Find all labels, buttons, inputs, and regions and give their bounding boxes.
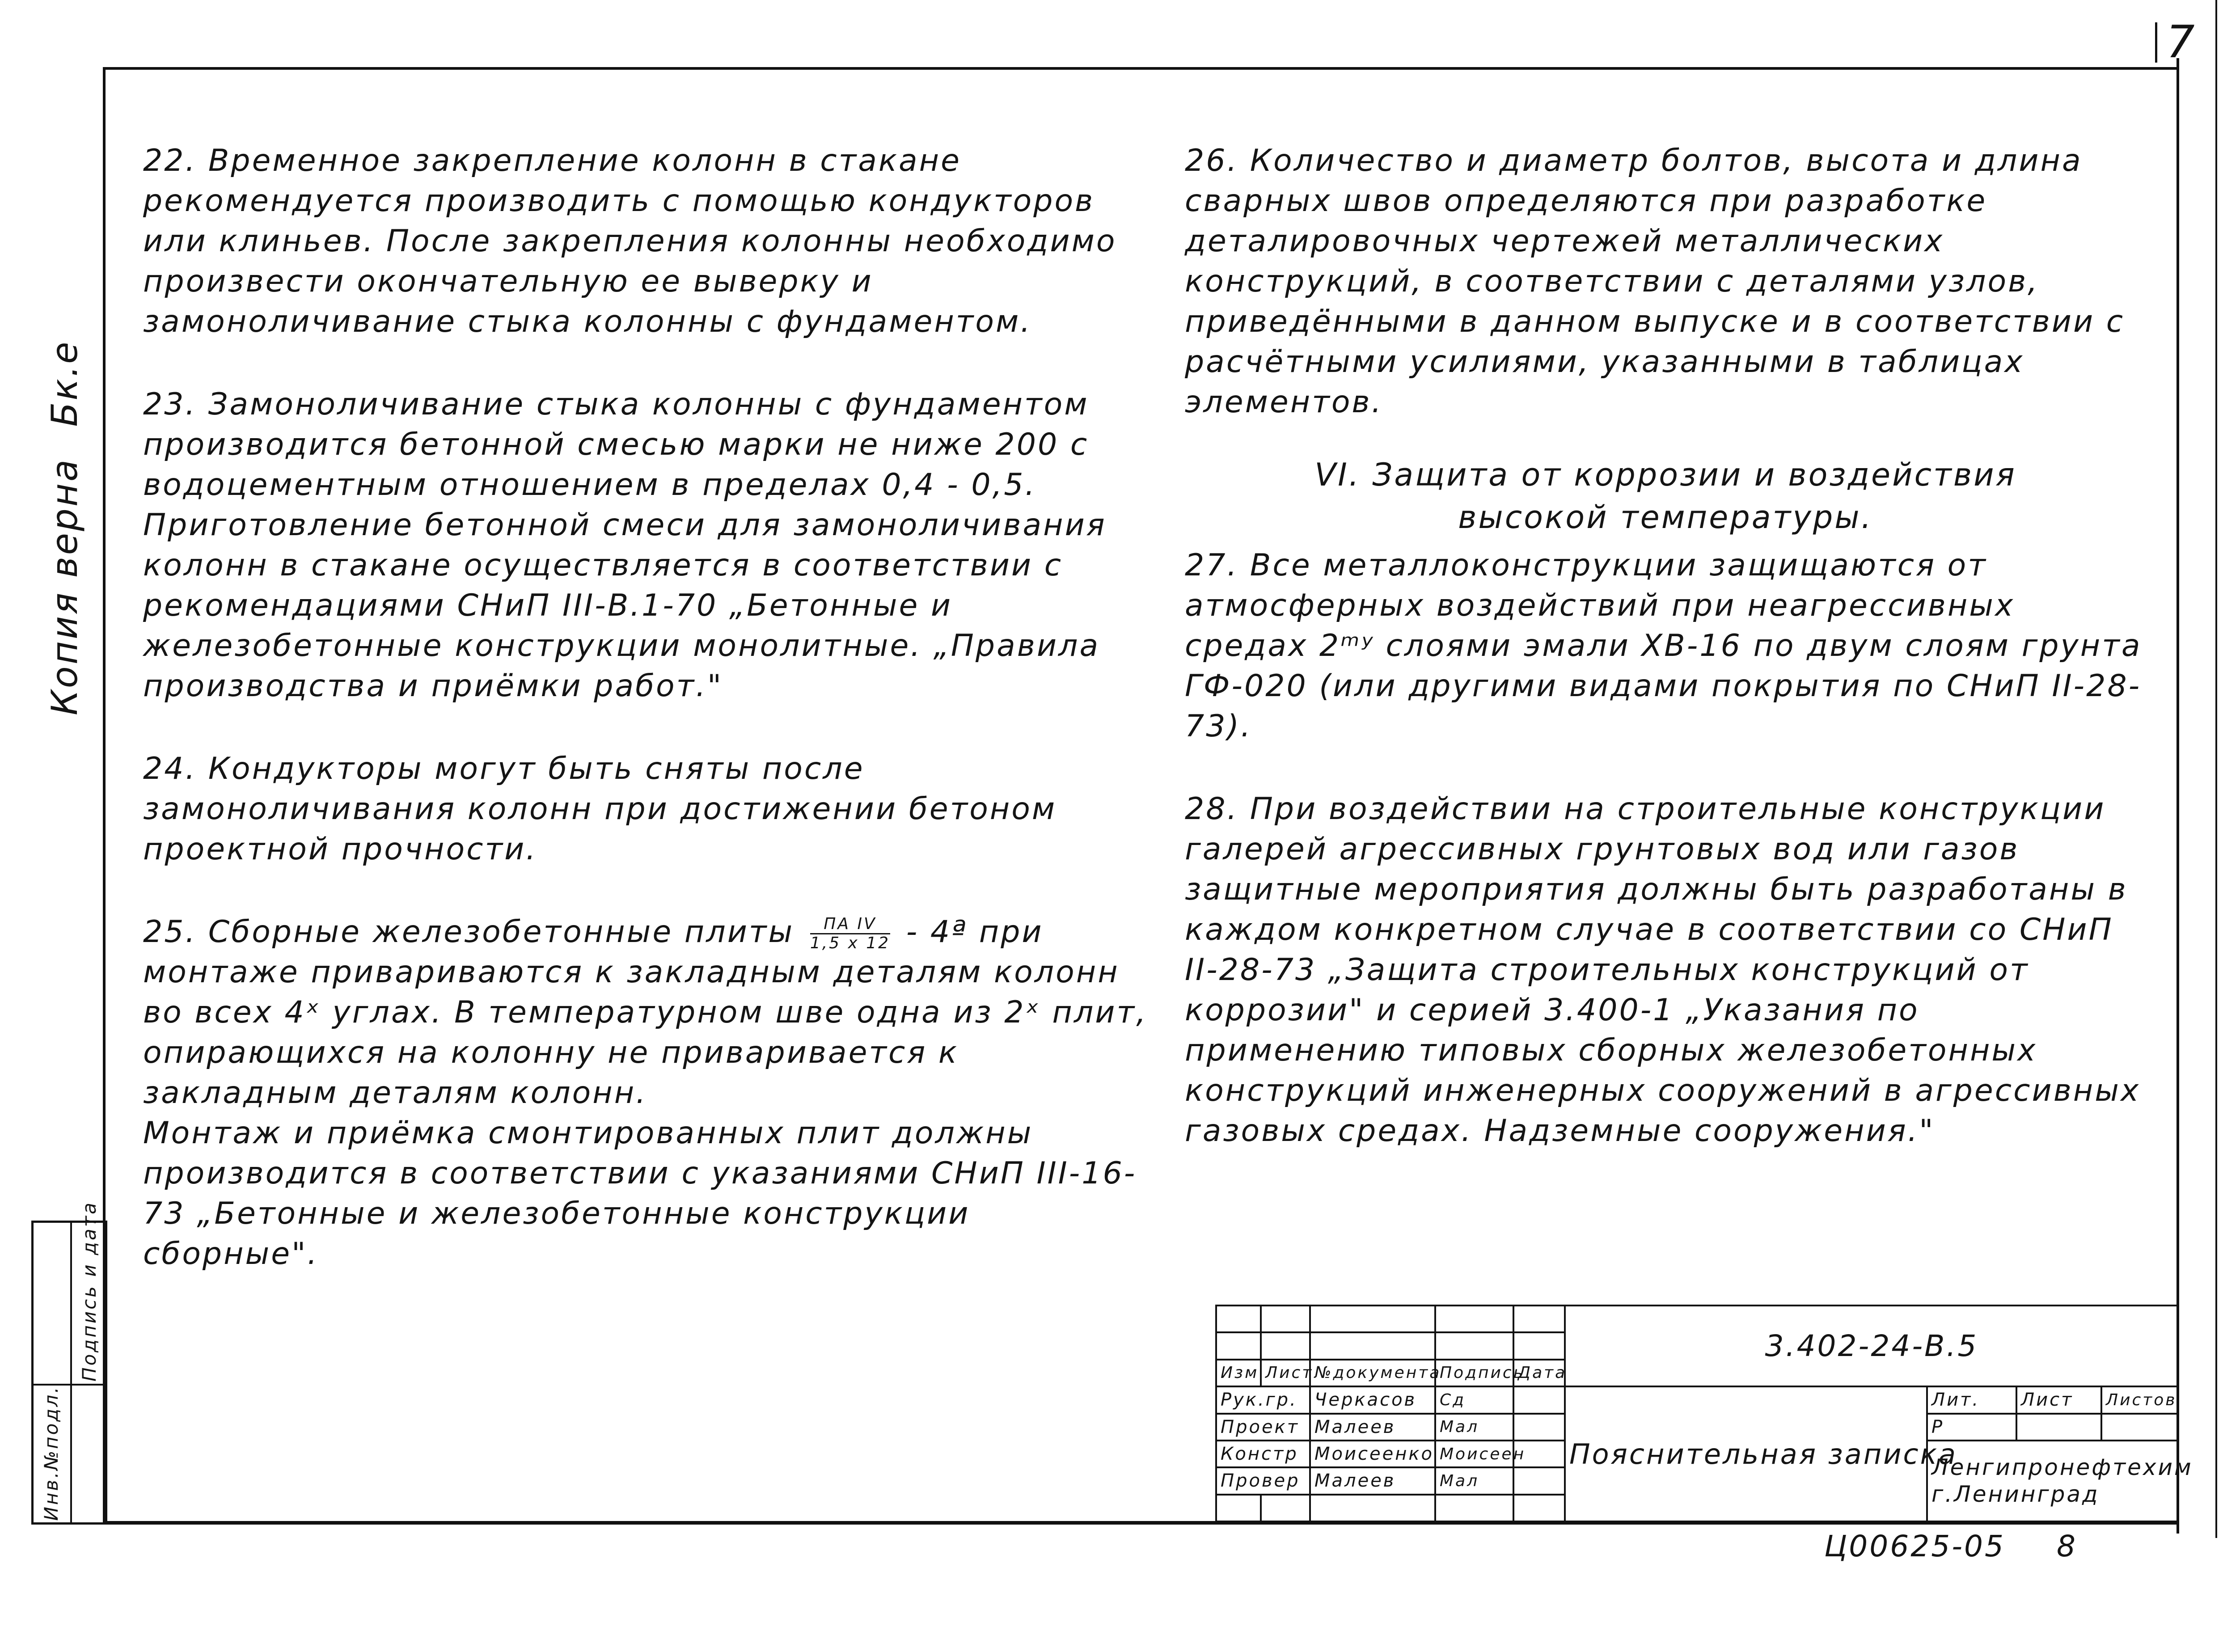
paragraph-25 [143, 912, 1149, 1113]
corner-sheet-number [2146, 16, 2213, 68]
archive-number [1824, 1529, 2117, 1563]
item-number: 24. [143, 751, 197, 786]
item-number: 23. [143, 387, 197, 422]
organization-city: г.Ленинград [1931, 1481, 2100, 1508]
section-heading [1185, 454, 2146, 539]
header-sheet: Лист [1261, 1360, 1310, 1386]
side-label-signature-date: Подпись и дата [78, 1201, 100, 1382]
role-lead: Рук.гр. [1216, 1386, 1310, 1413]
page-edge-rule [2215, 0, 2217, 1538]
archive-code: Ц00625-05 [1824, 1529, 2005, 1563]
item-text: Временное закрепление колонн в стакане рекомендуется производить с помощью кондукторов или клиньев. После закрепления колонны необходимо произвести окончательную ее выверку и замоноличивание стыка колонны с фундаментом. [143, 143, 1117, 339]
fraction-bottom: 1,5 x 12 [810, 934, 891, 952]
title-block [1215, 1305, 2193, 1522]
fraction-top: ПА IV [810, 915, 890, 934]
section-heading-line-1: VI. Защита от коррозии и воздействия [1314, 456, 2016, 493]
name-lead: Черкасов [1310, 1386, 1435, 1413]
name-designer: Моисеенко [1310, 1441, 1435, 1467]
paragraph-27 [1185, 545, 2146, 747]
role-project: Проект [1216, 1414, 1310, 1441]
plate-mark-fraction [810, 915, 890, 952]
item-text: При воздействии на строительные конструкции галерей агрессивных грунтовых вод или газов защитные мероприятия должны быть разработаны в каждом конкретном случае в соответствии со СНиП II-28-73 „Защита строительных конструкций от коррозии" и серией 3.400-1 „Указания по применению типовых сборных железобетонных конструкций инженерных сооружений в агрессивных газовых средах. Надземные сооружения." [1185, 791, 2141, 1149]
left-text-column [143, 141, 1149, 1317]
item-number: 26. [1185, 143, 1239, 178]
document-code: 3.402-24-В.5 [1565, 1306, 2178, 1386]
item-number: 25. [143, 914, 197, 950]
paragraph-28 [1185, 789, 2146, 1151]
signature-project: Мал [1435, 1414, 1513, 1441]
document-title: Пояснительная записка [1565, 1386, 1927, 1521]
header-change: Изм [1216, 1360, 1261, 1386]
paragraph-23 [143, 384, 1149, 706]
paragraph-24 [143, 749, 1149, 870]
copy-certified-text: Копия верна Бк.е [44, 340, 85, 715]
signature-lead: Сд [1435, 1386, 1513, 1413]
copy-certified-stamp [36, 313, 94, 715]
sheet-number-divider [2155, 22, 2157, 63]
side-label-signature-date-left [34, 1225, 69, 1382]
organization [1927, 1441, 2193, 1521]
name-project: Малеев [1310, 1414, 1435, 1441]
header-date: Дата [1513, 1360, 1565, 1386]
sheet-label: Лист [2016, 1386, 2101, 1413]
item-text: Кондукторы могут быть сняты после замоноличивания колонн при достижении бетоном проектной прочности. [143, 751, 1057, 867]
item-number: 28. [1185, 791, 1239, 827]
role-checker: Провер [1216, 1467, 1310, 1494]
section-heading-line-2: высокой температуры. [1458, 499, 1873, 536]
header-document-no: №документа [1310, 1360, 1435, 1386]
stamp-signature: Бк.е [44, 340, 85, 427]
name-checker: Малеев [1310, 1467, 1435, 1494]
lit-value: Р [1927, 1414, 2016, 1441]
header-signature: Подпись [1435, 1360, 1513, 1386]
paragraph-26 [1185, 141, 2146, 423]
item-number: 27. [1185, 548, 1239, 583]
right-text-column [1185, 141, 2146, 1194]
side-stamp-box [31, 1201, 107, 1525]
item-text: Замоноличивание стыка колонны с фундаментом производится бетонной смесью марки не ниже 200 с водоцементным отношением в пределах 0,4 - 0,5. Приготовление бетонной смеси для замоноличивания колонн в стакане осуществляется в соответствии с рекомендациями СНиП III-В.1-70 „Бетонные и железобетонные конструкции монолитные. „Правила производства и приёмки работ." [143, 387, 1107, 704]
signature-designer: Моисеен [1435, 1441, 1513, 1467]
archive-page: 8 [2056, 1529, 2077, 1563]
item-number: 22. [143, 143, 197, 178]
organization-name: Ленгипронефтехим [1931, 1454, 2193, 1481]
sheet-number-text: 7 [2166, 16, 2197, 68]
role-designer: Констр [1216, 1441, 1310, 1467]
item-text: Монтаж и приёмка смонтированных плит должны производится в соответствии с указаниями СНиП III-16-73 „Бетонные и железобетонные конструкции сборные". [143, 1115, 1137, 1272]
paragraph-25-continued [143, 1113, 1149, 1274]
item-text: Все металлоконструкции защищаются от атмосферных воздействий при неагрессивных средах 2ᵐʸ слоями эмали ХВ-16 по двум слоям грунта ГФ-020 (или другими видами покрытия по СНиП II-28-73). [1185, 548, 2142, 744]
paragraph-22 [143, 141, 1149, 342]
lit-label: Лит. [1927, 1386, 2016, 1413]
item-text: Количество и диаметр болтов, высота и длина сварных швов определяются при разработке деталировочных чертежей металлических конструкций, в соответствии с деталями узлов, приведёнными в данном выпуске и в соответствии с расчётными усилиями, указанными в таблицах элементов. [1185, 143, 2125, 420]
side-label-inventory: Инв.№подл. [40, 1385, 62, 1521]
item-text: Сборные железобетонные плиты [208, 914, 795, 950]
item-text-continued: - 4ª при монтаже привариваются к закладным деталям колонн во всех 4ˣ углах. В температурном шве одна из 2ˣ плит, опирающихся на колонну не приваривается к закладным деталям колонн. [143, 914, 1148, 1111]
signature-checker: Мал [1435, 1467, 1513, 1494]
sheets-label: Листов [2101, 1386, 2178, 1413]
